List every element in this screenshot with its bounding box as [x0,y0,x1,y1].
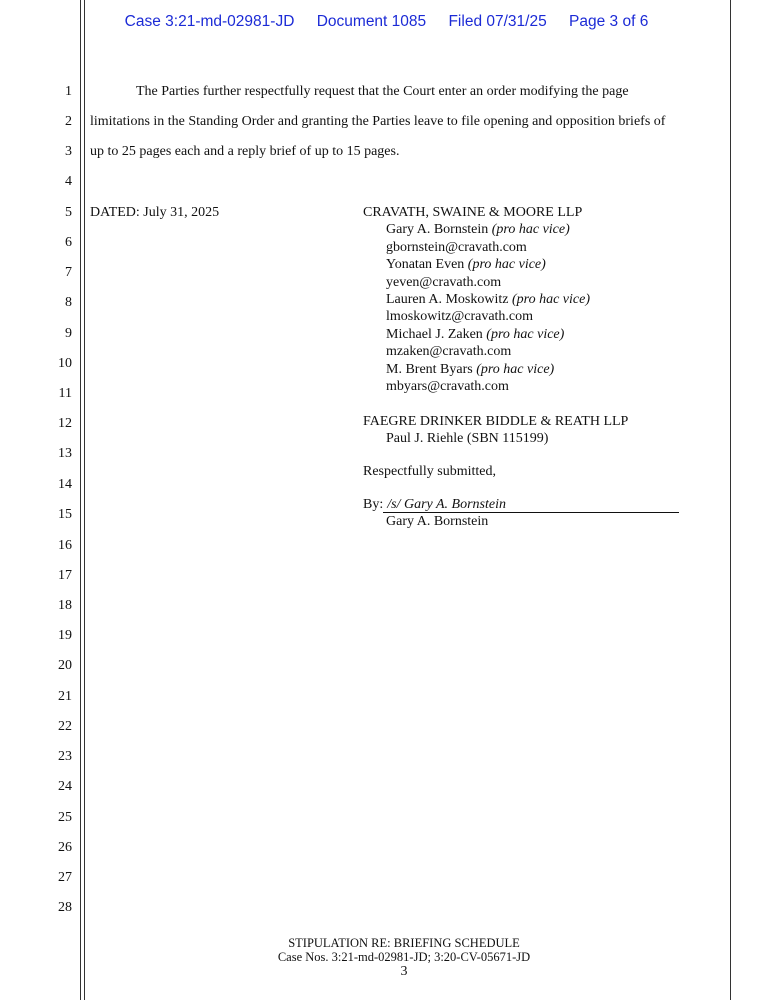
line-number: 5 [65,205,72,220]
signature-block-faegre [363,413,628,448]
line-number: 3 [65,144,72,159]
body-paragraph-line-3: up to 25 pages each and a reply brief of up to 15 pages. [90,144,400,159]
attorney-email: lmoskowitz@cravath.com [386,309,534,325]
line-number: 1 [65,84,72,99]
body-paragraph-line-2: limitations in the Standing Order and granting the Parties leave to file opening and opposition briefs of [90,114,666,129]
line-number: 11 [58,386,72,401]
attorney-line: Lauren A. Moskowitz (pro hac vice) [386,292,590,308]
signature-block-cravath [363,204,590,395]
case-number: Case 3:21-md-02981-JD [124,13,295,30]
attorney-line: Gary A. Bornstein (pro hac vice) [386,222,570,238]
line-number: 10 [58,356,72,371]
attorney-email: yeven@cravath.com [386,274,502,290]
line-number: 9 [65,326,72,341]
filed-date: Filed 07/31/25 [448,13,547,30]
body-paragraph-line-1: The Parties further respectfully request that the Court enter an order modifying the page [136,84,629,99]
firm-name: CRAVATH, SWAINE & MOORE LLP [363,205,583,220]
line-number: 12 [58,416,72,431]
line-number: 25 [58,810,72,825]
filing-header [0,13,773,31]
line-number: 20 [58,658,72,673]
attorney-line: Michael J. Zaken (pro hac vice) [386,326,565,342]
line-number: 2 [65,114,72,129]
line-number: 26 [58,840,72,855]
signature-line [363,496,679,531]
page-indicator: Page 3 of 6 [569,13,649,30]
attorney-email: gbornstein@cravath.com [386,239,527,255]
attorney-email: mbyars@cravath.com [386,379,509,395]
firm-name: FAEGRE DRINKER BIDDLE & REATH LLP [363,414,629,429]
by-label: By: [363,497,384,512]
attorney-line: Paul J. Riehle (SBN 115199) [386,431,549,447]
line-number: 4 [65,174,72,189]
line-number: 27 [58,870,72,885]
line-number: 8 [65,295,72,310]
line-number: 6 [65,235,72,250]
attorney-line: Yonatan Even (pro hac vice) [386,257,546,273]
line-number: 28 [58,900,72,915]
footer-title: STIPULATION RE: BRIEFING SCHEDULE [288,936,520,950]
signature-field: /s/ Gary A. Bornstein [383,498,679,513]
line-number: 22 [58,719,72,734]
dated-line: DATED: July 31, 2025 [90,205,220,220]
document-number: Document 1085 [316,13,427,30]
line-number: 14 [58,477,72,492]
line-number: 13 [58,446,72,461]
footer-case-numbers: Case Nos. 3:21-md-02981-JD; 3:20-CV-05671-JD [277,950,531,964]
line-number: 17 [58,568,72,583]
line-number: 15 [58,507,72,522]
left-margin-rule-outer [80,0,81,1000]
left-margin-rule-inner [84,0,85,1000]
line-number: 16 [58,538,72,553]
footer-page-number: 3 [400,964,408,979]
attorney-line: M. Brent Byars (pro hac vice) [386,361,555,377]
attorney-email: mzaken@cravath.com [386,344,512,360]
line-number: 18 [58,598,72,613]
line-number: 24 [58,779,72,794]
line-number: 19 [58,628,72,643]
line-number: 7 [65,265,72,280]
line-number: 23 [58,749,72,764]
line-number: 21 [58,689,72,704]
right-margin-rule [730,0,731,1000]
signer-name: Gary A. Bornstein [386,514,489,530]
closing-text: Respectfully submitted, [363,464,496,479]
